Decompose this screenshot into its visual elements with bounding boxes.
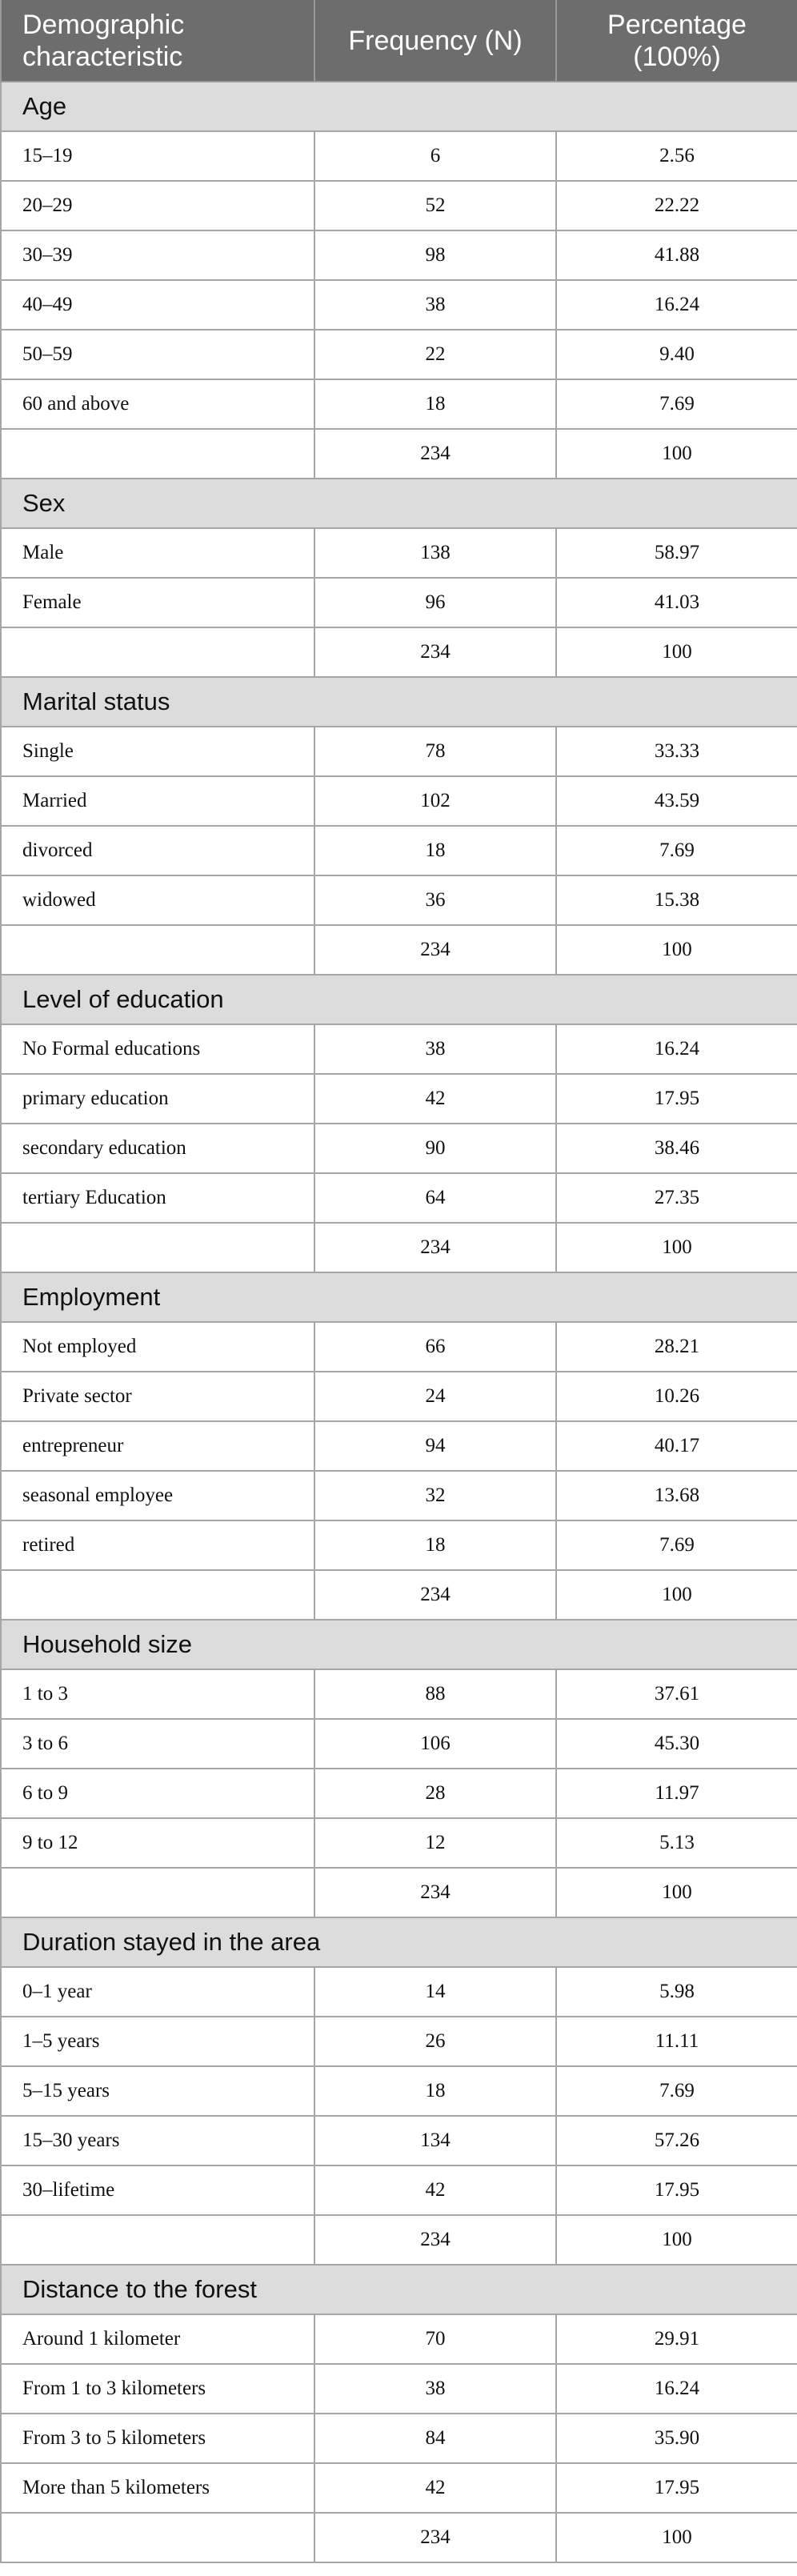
row-label: Private sector <box>1 1372 314 1421</box>
row-label: 3 to 6 <box>1 1719 314 1769</box>
row-percentage: 16.24 <box>556 280 797 330</box>
total-row <box>1 925 797 975</box>
row-frequency: 38 <box>314 2364 556 2414</box>
row-label: From 3 to 5 kilometers <box>1 2414 314 2463</box>
row-label: retired <box>1 1520 314 1570</box>
table-row <box>1 578 797 627</box>
total-row <box>1 429 797 479</box>
row-label: 30–39 <box>1 230 314 280</box>
row-frequency: 18 <box>314 826 556 875</box>
row-frequency: 234 <box>314 1868 556 1917</box>
row-frequency: 96 <box>314 578 556 627</box>
row-frequency: 84 <box>314 2414 556 2463</box>
row-percentage: 13.68 <box>556 1471 797 1520</box>
row-label: secondary education <box>1 1124 314 1173</box>
table-row <box>1 826 797 875</box>
row-frequency: 138 <box>314 528 556 578</box>
row-frequency: 70 <box>314 2314 556 2364</box>
row-percentage: 16.24 <box>556 1024 797 1074</box>
row-frequency: 42 <box>314 1074 556 1124</box>
table-row <box>1 330 797 379</box>
table-row <box>1 1471 797 1520</box>
row-frequency: 18 <box>314 379 556 429</box>
row-percentage: 100 <box>556 1868 797 1917</box>
row-label <box>1 925 314 975</box>
row-label <box>1 1223 314 1272</box>
row-frequency: 22 <box>314 330 556 379</box>
row-frequency: 88 <box>314 1669 556 1719</box>
table-row <box>1 776 797 826</box>
section-title: Household size <box>1 1620 797 1669</box>
row-percentage: 43.59 <box>556 776 797 826</box>
header-row <box>1 0 797 82</box>
row-frequency: 38 <box>314 280 556 330</box>
row-percentage: 58.97 <box>556 528 797 578</box>
header-characteristic: Demographic characteristic <box>1 0 314 82</box>
row-percentage: 17.95 <box>556 2463 797 2513</box>
row-label: 15–30 years <box>1 2116 314 2165</box>
row-frequency: 12 <box>314 1818 556 1868</box>
row-frequency: 134 <box>314 2116 556 2165</box>
table-row <box>1 528 797 578</box>
table-row <box>1 1024 797 1074</box>
table-row <box>1 1074 797 1124</box>
row-frequency: 24 <box>314 1372 556 1421</box>
row-label: 30–lifetime <box>1 2165 314 2215</box>
table-row <box>1 131 797 181</box>
row-label: 5–15 years <box>1 2066 314 2116</box>
table-row <box>1 1719 797 1769</box>
row-percentage: 28.21 <box>556 1322 797 1372</box>
row-percentage: 40.17 <box>556 1421 797 1471</box>
row-percentage: 7.69 <box>556 826 797 875</box>
row-percentage: 11.11 <box>556 2017 797 2066</box>
table-row <box>1 2017 797 2066</box>
row-percentage: 100 <box>556 627 797 677</box>
row-percentage: 33.33 <box>556 727 797 776</box>
table-row <box>1 1421 797 1471</box>
row-percentage: 17.95 <box>556 2165 797 2215</box>
section-title: Employment <box>1 1272 797 1322</box>
header-frequency: Frequency (N) <box>314 0 556 82</box>
row-label: More than 5 kilometers <box>1 2463 314 2513</box>
row-label: Married <box>1 776 314 826</box>
row-frequency: 28 <box>314 1769 556 1818</box>
row-percentage: 37.61 <box>556 1669 797 1719</box>
total-row <box>1 2513 797 2562</box>
row-label <box>1 2215 314 2265</box>
table-row <box>1 875 797 925</box>
row-label: entrepreneur <box>1 1421 314 1471</box>
row-label: Around 1 kilometer <box>1 2314 314 2364</box>
row-frequency: 26 <box>314 2017 556 2066</box>
section-title: Age <box>1 82 797 131</box>
section-title: Level of education <box>1 975 797 1024</box>
row-label: 60 and above <box>1 379 314 429</box>
table-row <box>1 230 797 280</box>
row-label: 15–19 <box>1 131 314 181</box>
total-row <box>1 1223 797 1272</box>
row-percentage: 11.97 <box>556 1769 797 1818</box>
row-label: From 1 to 3 kilometers <box>1 2364 314 2414</box>
row-frequency: 234 <box>314 2513 556 2562</box>
total-row <box>1 2215 797 2265</box>
table-row <box>1 181 797 230</box>
section-title: Marital status <box>1 677 797 727</box>
section-header-row <box>1 975 797 1024</box>
row-frequency: 32 <box>314 1471 556 1520</box>
row-frequency: 64 <box>314 1173 556 1223</box>
row-label: 6 to 9 <box>1 1769 314 1818</box>
row-percentage: 5.98 <box>556 1967 797 2017</box>
table-row <box>1 2414 797 2463</box>
table-row <box>1 2116 797 2165</box>
row-frequency: 52 <box>314 181 556 230</box>
row-label: Male <box>1 528 314 578</box>
section-header-row <box>1 1917 797 1967</box>
table-row <box>1 1124 797 1173</box>
section-title: Duration stayed in the area <box>1 1917 797 1967</box>
section-header-row <box>1 2265 797 2314</box>
row-label: 1–5 years <box>1 2017 314 2066</box>
row-frequency: 78 <box>314 727 556 776</box>
row-label <box>1 2513 314 2562</box>
row-label: widowed <box>1 875 314 925</box>
section-header-row <box>1 82 797 131</box>
row-percentage: 100 <box>556 1223 797 1272</box>
row-label: primary education <box>1 1074 314 1124</box>
table-row <box>1 1173 797 1223</box>
row-frequency: 234 <box>314 2215 556 2265</box>
table-body <box>1 82 797 2562</box>
row-percentage: 100 <box>556 2215 797 2265</box>
row-frequency: 36 <box>314 875 556 925</box>
row-percentage: 35.90 <box>556 2414 797 2463</box>
row-frequency: 98 <box>314 230 556 280</box>
table-row <box>1 2066 797 2116</box>
row-percentage: 22.22 <box>556 181 797 230</box>
row-label: 20–29 <box>1 181 314 230</box>
row-label <box>1 627 314 677</box>
row-percentage: 100 <box>556 1570 797 1620</box>
row-percentage: 7.69 <box>556 2066 797 2116</box>
section-header-row <box>1 1620 797 1669</box>
row-label: 9 to 12 <box>1 1818 314 1868</box>
row-percentage: 41.03 <box>556 578 797 627</box>
row-frequency: 106 <box>314 1719 556 1769</box>
row-frequency: 90 <box>314 1124 556 1173</box>
row-percentage: 57.26 <box>556 2116 797 2165</box>
table-row <box>1 1769 797 1818</box>
section-header-row <box>1 677 797 727</box>
section-title: Distance to the forest <box>1 2265 797 2314</box>
row-label: seasonal employee <box>1 1471 314 1520</box>
row-frequency: 42 <box>314 2165 556 2215</box>
row-label: divorced <box>1 826 314 875</box>
table-row <box>1 727 797 776</box>
row-percentage: 100 <box>556 2513 797 2562</box>
total-row <box>1 1868 797 1917</box>
row-label: No Formal educations <box>1 1024 314 1074</box>
row-frequency: 234 <box>314 1223 556 1272</box>
section-header-row <box>1 1272 797 1322</box>
row-label: 40–49 <box>1 280 314 330</box>
row-frequency: 234 <box>314 627 556 677</box>
row-frequency: 234 <box>314 429 556 479</box>
row-frequency: 38 <box>314 1024 556 1074</box>
table-row <box>1 2314 797 2364</box>
row-percentage: 5.13 <box>556 1818 797 1868</box>
table-row <box>1 2364 797 2414</box>
row-frequency: 102 <box>314 776 556 826</box>
table-row <box>1 1967 797 2017</box>
row-percentage: 15.38 <box>556 875 797 925</box>
row-label: 50–59 <box>1 330 314 379</box>
row-percentage: 45.30 <box>556 1719 797 1769</box>
total-row <box>1 627 797 677</box>
row-percentage: 16.24 <box>556 2364 797 2414</box>
row-frequency: 234 <box>314 925 556 975</box>
row-percentage: 2.56 <box>556 131 797 181</box>
row-percentage: 17.95 <box>556 1074 797 1124</box>
table-row <box>1 1818 797 1868</box>
row-label: tertiary Education <box>1 1173 314 1223</box>
row-frequency: 42 <box>314 2463 556 2513</box>
row-label: Female <box>1 578 314 627</box>
row-label: Single <box>1 727 314 776</box>
row-label: 0–1 year <box>1 1967 314 2017</box>
row-percentage: 100 <box>556 429 797 479</box>
row-label <box>1 1570 314 1620</box>
row-frequency: 234 <box>314 1570 556 1620</box>
row-label: 1 to 3 <box>1 1669 314 1719</box>
row-label <box>1 1868 314 1917</box>
table-row <box>1 2165 797 2215</box>
header-percentage: Percentage (100%) <box>556 0 797 82</box>
table-row <box>1 1322 797 1372</box>
row-frequency: 94 <box>314 1421 556 1471</box>
row-percentage: 38.46 <box>556 1124 797 1173</box>
row-percentage: 9.40 <box>556 330 797 379</box>
table-row <box>1 1669 797 1719</box>
table-row <box>1 1520 797 1570</box>
row-label <box>1 429 314 479</box>
row-frequency: 18 <box>314 2066 556 2116</box>
row-label: Not employed <box>1 1322 314 1372</box>
row-percentage: 10.26 <box>556 1372 797 1421</box>
row-percentage: 7.69 <box>556 1520 797 1570</box>
table-row <box>1 1372 797 1421</box>
table-row <box>1 280 797 330</box>
table-row <box>1 2463 797 2513</box>
row-frequency: 66 <box>314 1322 556 1372</box>
table-header <box>1 0 797 82</box>
section-title: Sex <box>1 479 797 528</box>
row-percentage: 27.35 <box>556 1173 797 1223</box>
row-percentage: 41.88 <box>556 230 797 280</box>
row-percentage: 7.69 <box>556 379 797 429</box>
total-row <box>1 1570 797 1620</box>
table-row <box>1 379 797 429</box>
row-percentage: 29.91 <box>556 2314 797 2364</box>
row-frequency: 18 <box>314 1520 556 1570</box>
section-header-row <box>1 479 797 528</box>
row-frequency: 14 <box>314 1967 556 2017</box>
row-percentage: 100 <box>556 925 797 975</box>
row-frequency: 6 <box>314 131 556 181</box>
